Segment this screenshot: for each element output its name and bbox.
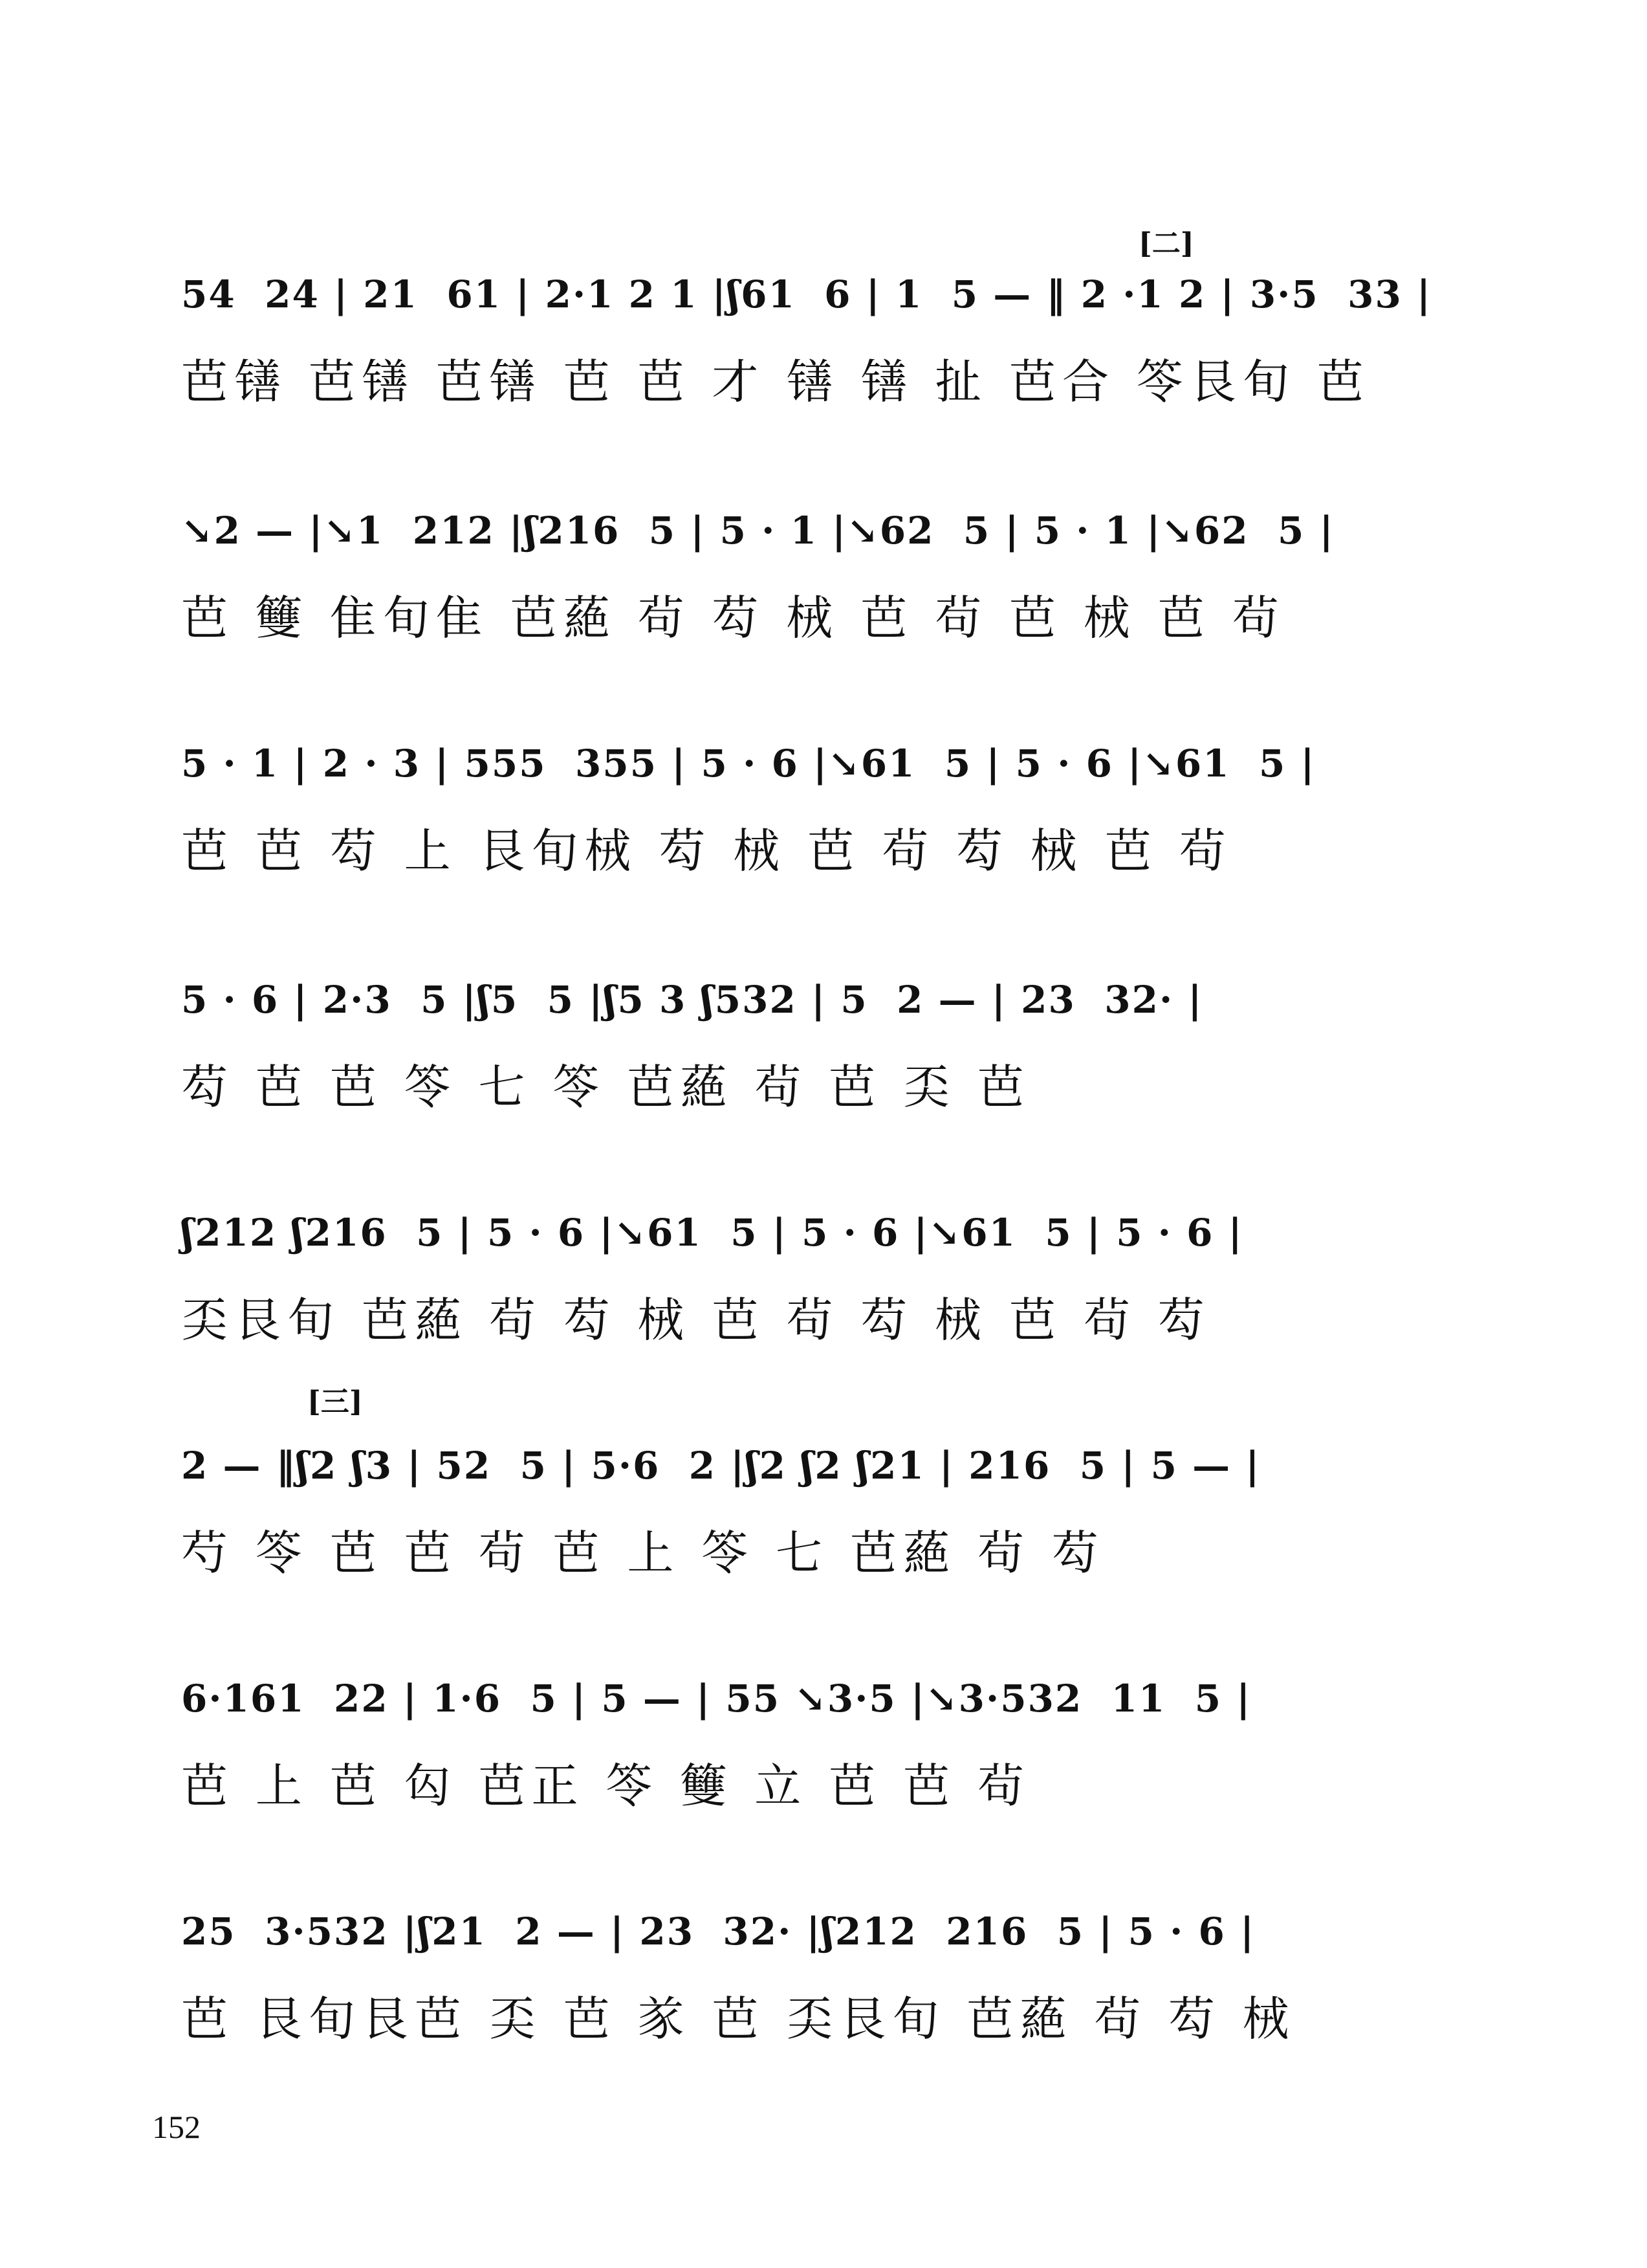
tablature-row: 芭 芭 芶 上 艮旬㭜 芶 㭜 芭 茍 芶 㭜 芭 茍: [181, 824, 1232, 878]
tablature-row: 芭 艮旬艮芭 奀 芭 㒸 芭 奀艮旬 芭蕝 茍 芶 㭜: [181, 1992, 1296, 2046]
staff-system-6: [181, 1404, 1501, 1598]
staff-system-7: [181, 1637, 1501, 1831]
jianpu-notes: 5 · 1 | 2 · 3 | 555 355 | 5 · 6 |↘61 5 | 5 · 6 |↘61 5 |: [181, 742, 1316, 786]
staff-system-5: [181, 1171, 1501, 1365]
jianpu-notes: 25 3·532 |ʃ21 2 — | 23 32· |ʃ212 216 5 | 5 · 6 |: [181, 1910, 1256, 1954]
tablature-row: 芭䦅 芭䦅 芭䦅 芭 芭 才 䦅 䦅 扯 芭合 笭艮旬 芭: [181, 355, 1370, 409]
section-mark-3: [三]: [307, 1385, 363, 1418]
tablature-row: 芶 芭 芭 笭 七 笭 芭蕝 茍 芭 奀 芭: [181, 1060, 1031, 1114]
jianpu-notes: 2 — ‖ʃ2 ʃ3 | 52 5 | 5·6 2 |ʃ2 ʃ2 ʃ21 | 216 5 | 5 — |: [181, 1444, 1261, 1488]
section-mark-2: [二]: [1139, 227, 1194, 260]
jianpu-notes: ↘2 — |↘1 212 |ʃ216 5 | 5 · 1 |↘62 5 | 5 · 1 |↘62 5 |: [181, 509, 1335, 553]
jianpu-notes: 5 · 6 | 2·3 5 |ʃ5 5 |ʃ5 3 ʃ532 | 5 2 — | 23 32· |: [181, 978, 1203, 1022]
tablature-row: 奀艮旬 芭蕝 茍 芶 㭜 芭 茍 芶 㭜 芭 茍 芶: [181, 1293, 1211, 1347]
jianpu-notes: 6·161 22 | 1·6 5 | 5 — | 55 ↘3·5 |↘3·532 11 5 |: [181, 1677, 1252, 1721]
tablature-row: 芭 上 芭 匃 芭正 笭 䉶 立 芭 芭 茍: [181, 1759, 1031, 1813]
staff-system-8: [181, 1870, 1501, 2064]
staff-system-2: [181, 469, 1501, 663]
tablature-row: 芍 笭 芭 芭 茍 芭 上 笭 七 芭蕝 茍 芶: [181, 1526, 1105, 1580]
page-number: 152: [152, 2109, 201, 2145]
jianpu-notes: 54 24 | 21 61 | 2·1 2 1 |ʃ61 6 | 1 5 — ‖ 2 ·1 2 | 3·5 33 |: [181, 272, 1432, 316]
tablature-row: 芭 䉶 隹旬隹 芭蕝 茍 芶 㭜 芭 茍 芭 㭜 芭 茍: [181, 591, 1285, 645]
jianpu-notes: ʃ212 ʃ216 5 | 5 · 6 |↘61 5 | 5 · 6 |↘61 5 | 5 · 6 |: [181, 1211, 1243, 1255]
staff-system-3: [181, 702, 1501, 896]
staff-system-4: [181, 938, 1501, 1132]
staff-system-1: [181, 233, 1501, 427]
